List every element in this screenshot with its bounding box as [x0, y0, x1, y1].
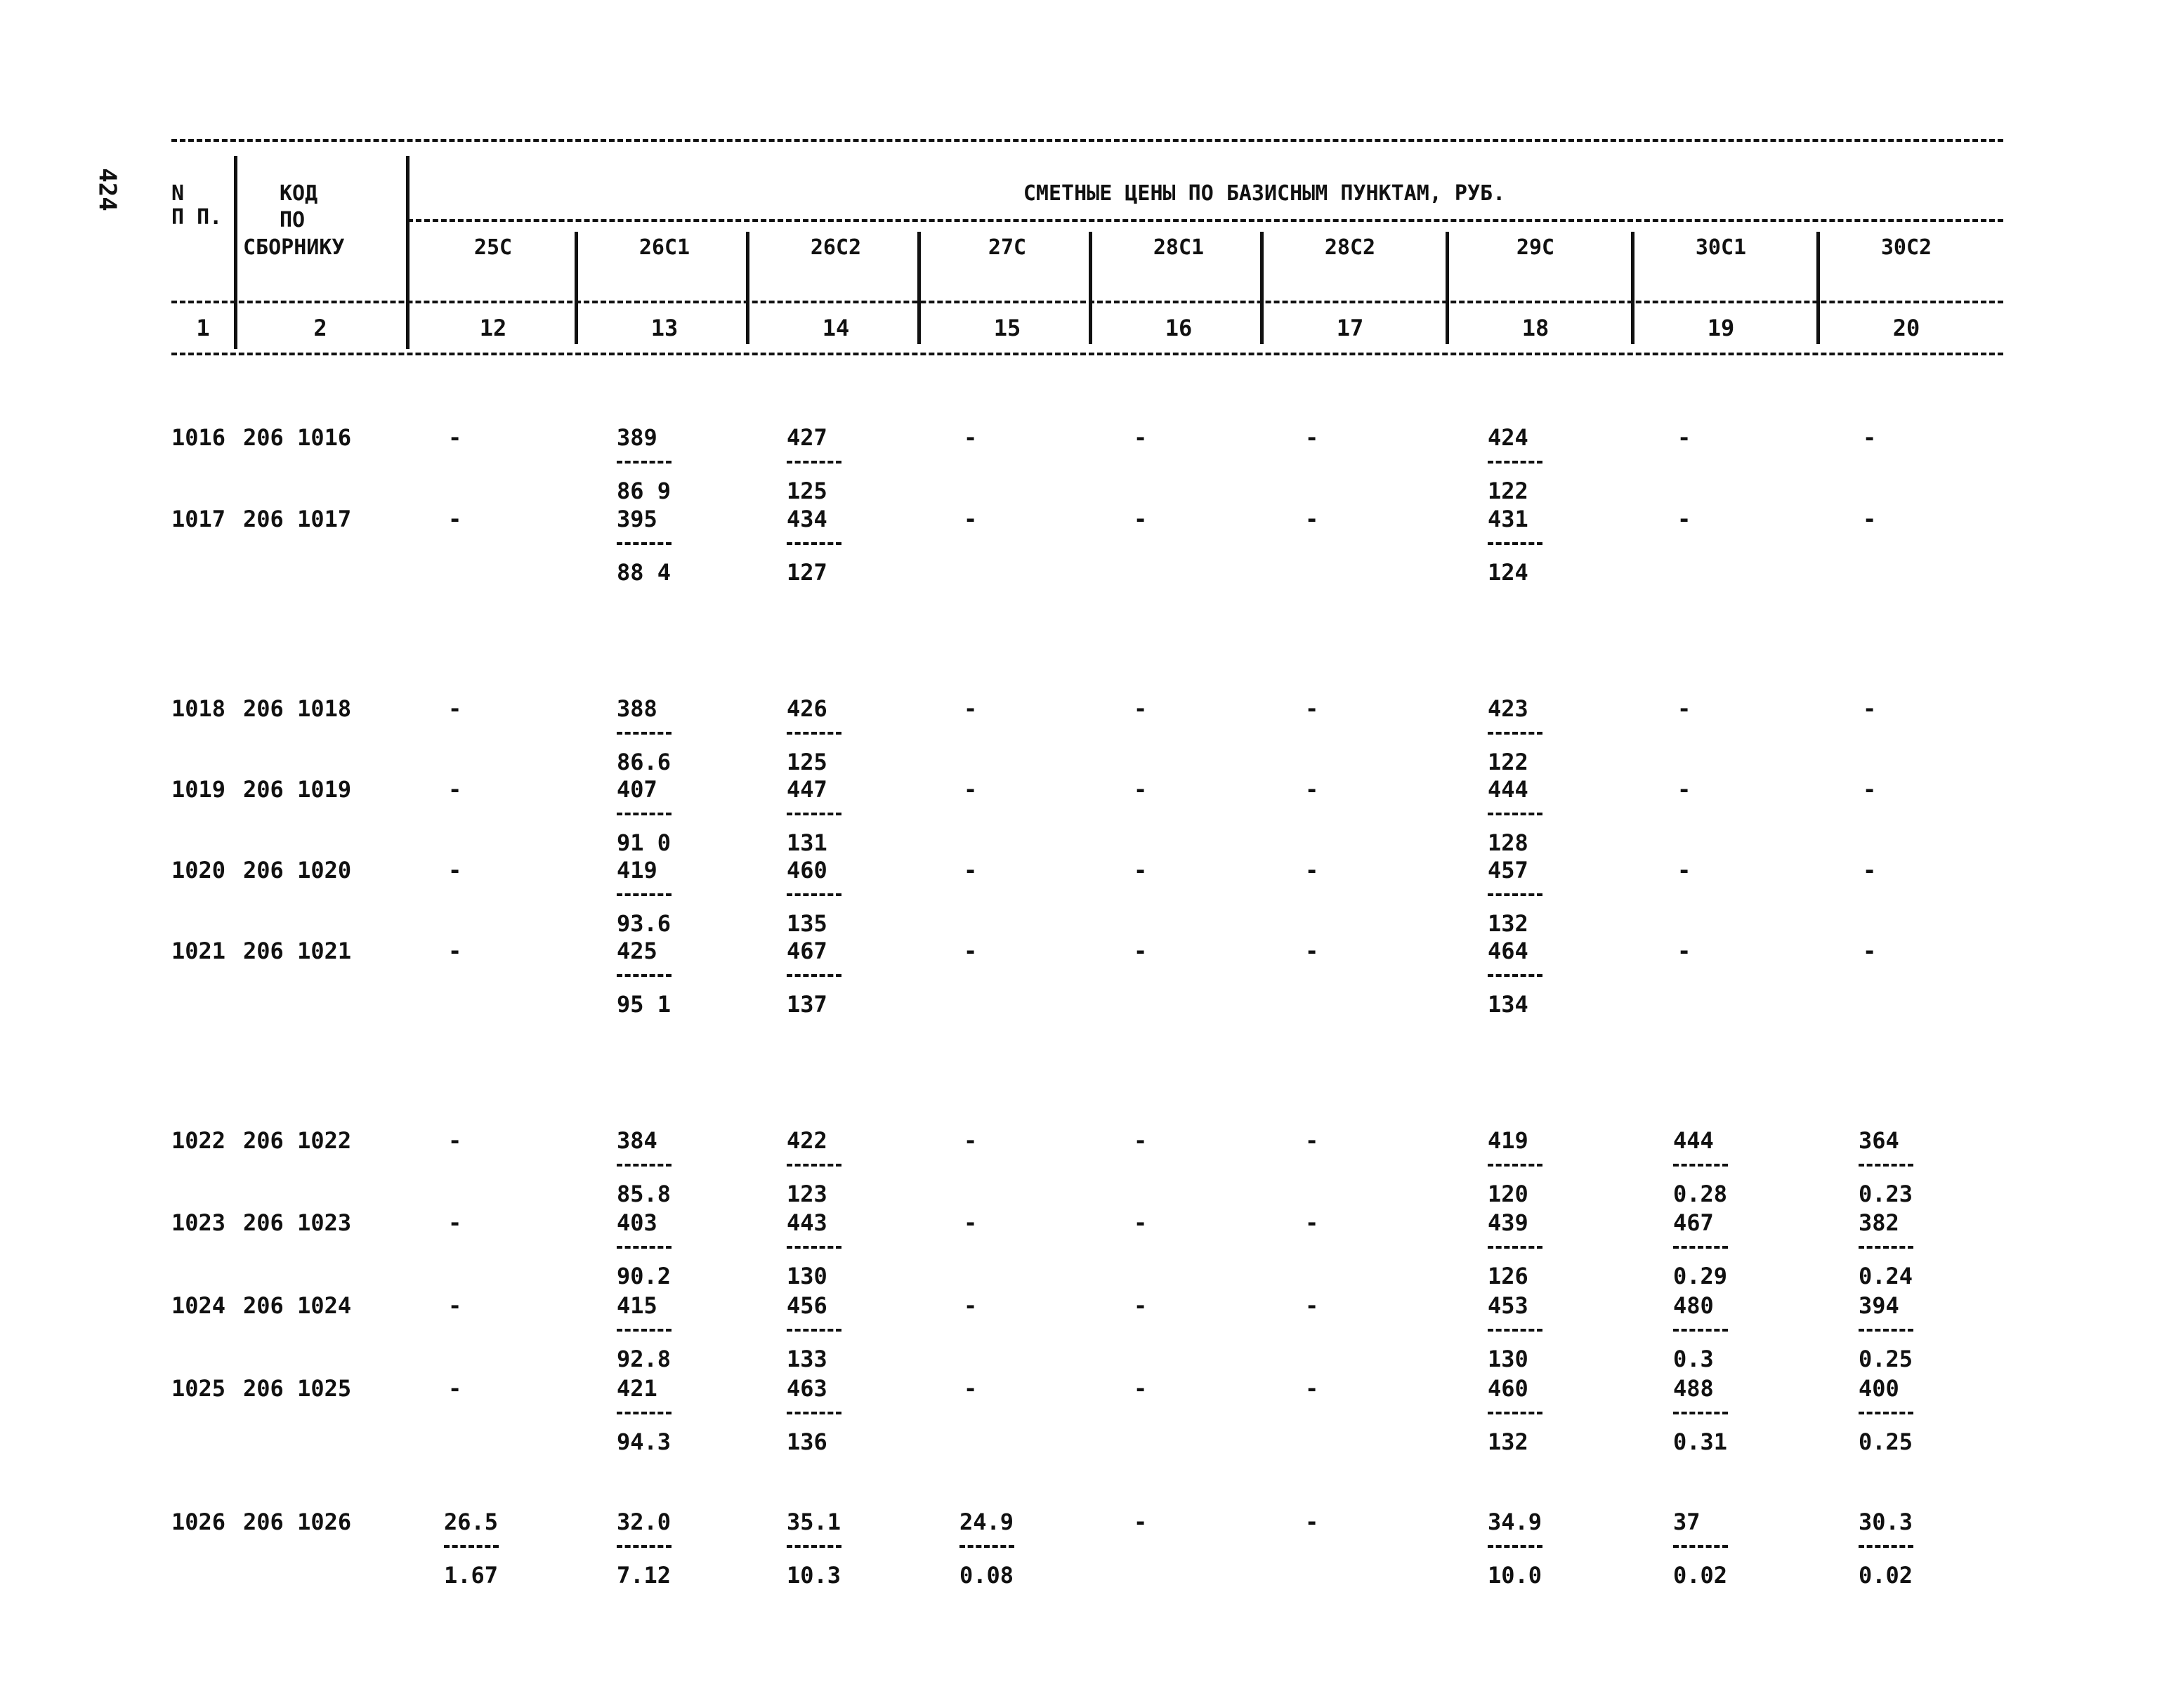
rule-bottom [171, 353, 2003, 355]
fraction-line [1488, 1164, 1542, 1167]
price-sub-value: 94.3 [617, 1428, 671, 1455]
empty-value: - [1134, 1509, 1148, 1535]
price-value: 422 [787, 1127, 827, 1154]
empty-value: - [1305, 776, 1319, 803]
price-value: 35.1 [787, 1509, 841, 1535]
column-number: 13 [650, 315, 679, 341]
fraction-line [787, 1545, 841, 1548]
price-value: 423 [1488, 695, 1528, 722]
fraction-line [617, 974, 671, 977]
empty-value: - [964, 1209, 978, 1236]
vline-col-6 [1446, 232, 1449, 344]
price-sub-value: 124 [1488, 559, 1528, 586]
price-value: 415 [617, 1292, 657, 1319]
row-number: 1017 [171, 506, 226, 532]
row-code: 206 1026 [243, 1509, 352, 1535]
row-number: 1021 [171, 938, 226, 964]
price-value: 467 [787, 938, 827, 964]
empty-value: - [448, 857, 462, 883]
price-sub-value: 88 4 [617, 559, 671, 586]
price-value: 389 [617, 424, 657, 451]
price-value: 447 [787, 776, 827, 803]
fraction-line [1488, 732, 1542, 735]
page-number: 424 [93, 168, 122, 211]
empty-value: - [1305, 695, 1319, 722]
price-sub-value: 0.24 [1859, 1263, 1913, 1289]
empty-value: - [1863, 424, 1877, 451]
empty-value: - [1863, 695, 1877, 722]
price-value: 32.0 [617, 1509, 671, 1535]
empty-value: - [1305, 1209, 1319, 1236]
header-group-title: СМЕТНЫЕ ЦЕНЫ ПО БАЗИСНЫМ ПУНКТАМ, РУБ. [1023, 181, 1506, 206]
column-number: 17 [1336, 315, 1364, 341]
empty-value: - [964, 506, 978, 532]
fraction-line [444, 1545, 499, 1548]
header-point: 26С2 [810, 235, 862, 260]
row-code: 206 1021 [243, 938, 352, 964]
price-value: 480 [1673, 1292, 1714, 1319]
price-value: 456 [787, 1292, 827, 1319]
header-point: 25С [473, 235, 513, 260]
fraction-line [787, 1164, 841, 1167]
empty-value: - [964, 857, 978, 883]
empty-value: - [1677, 506, 1691, 532]
fraction-line [1488, 1412, 1542, 1414]
fraction-line [1488, 813, 1542, 815]
fraction-line [959, 1545, 1014, 1548]
empty-value: - [1305, 938, 1319, 964]
fraction-line [1488, 974, 1542, 977]
price-value: 424 [1488, 424, 1528, 451]
price-value: 434 [787, 506, 827, 532]
fraction-line [787, 1329, 841, 1332]
column-number: 14 [822, 315, 850, 341]
price-sub-value: 90.2 [617, 1263, 671, 1289]
fraction-line [787, 813, 841, 815]
column-number: 1 [196, 315, 210, 341]
empty-value: - [1305, 506, 1319, 532]
fraction-line [1488, 542, 1542, 545]
price-sub-value: 0.25 [1859, 1428, 1913, 1455]
fraction-line [787, 542, 841, 545]
fraction-line [617, 732, 671, 735]
empty-value: - [1305, 857, 1319, 883]
price-value: 400 [1859, 1375, 1899, 1402]
vline-col-8 [1816, 232, 1820, 344]
price-sub-value: 93.6 [617, 910, 671, 937]
empty-value: - [964, 1127, 978, 1154]
row-code: 206 1024 [243, 1292, 352, 1319]
price-value: 382 [1859, 1209, 1899, 1236]
empty-value: - [1305, 1292, 1319, 1319]
empty-value: - [448, 424, 462, 451]
row-number: 1026 [171, 1509, 226, 1535]
empty-value: - [1677, 938, 1691, 964]
empty-value: - [1134, 1375, 1148, 1402]
price-sub-value: 0.31 [1673, 1428, 1728, 1455]
header-code-2: ПО [280, 208, 306, 232]
row-code: 206 1022 [243, 1127, 352, 1154]
price-sub-value: 86.6 [617, 749, 671, 775]
fraction-line [1859, 1412, 1913, 1414]
price-sub-value: 136 [787, 1428, 827, 1455]
header-point: 28С2 [1324, 235, 1376, 260]
row-number: 1024 [171, 1292, 226, 1319]
row-code: 206 1017 [243, 506, 352, 532]
header-point: 29С [1516, 235, 1555, 260]
rule-group [407, 219, 2003, 222]
column-number: 2 [313, 315, 327, 341]
price-value: 453 [1488, 1292, 1528, 1319]
price-value: 460 [1488, 1375, 1528, 1402]
price-value: 394 [1859, 1292, 1899, 1319]
fraction-line [1488, 1246, 1542, 1249]
price-sub-value: 130 [787, 1263, 827, 1289]
row-number: 1016 [171, 424, 226, 451]
price-sub-value: 122 [1488, 478, 1528, 504]
header-point: 30С2 [1880, 235, 1932, 260]
price-value: 427 [787, 424, 827, 451]
row-code: 206 1018 [243, 695, 352, 722]
price-sub-value: 0.23 [1859, 1181, 1913, 1207]
price-value: 431 [1488, 506, 1528, 532]
header-code-1: КОД [280, 181, 318, 206]
price-sub-value: 133 [787, 1346, 827, 1372]
price-sub-value: 123 [787, 1181, 827, 1207]
rule-sub [171, 301, 2003, 303]
price-value: 457 [1488, 857, 1528, 883]
price-value: 24.9 [959, 1509, 1014, 1535]
empty-value: - [1305, 1509, 1319, 1535]
price-sub-value: 137 [787, 991, 827, 1018]
empty-value: - [1863, 857, 1877, 883]
price-sub-value: 10.0 [1488, 1562, 1542, 1589]
empty-value: - [1134, 1209, 1148, 1236]
fraction-line [787, 1412, 841, 1414]
price-sub-value: 131 [787, 829, 827, 856]
row-number: 1022 [171, 1127, 226, 1154]
price-value: 460 [787, 857, 827, 883]
price-value: 463 [787, 1375, 827, 1402]
price-sub-value: 132 [1488, 910, 1528, 937]
empty-value: - [448, 1209, 462, 1236]
price-sub-value: 125 [787, 478, 827, 504]
price-value: 419 [617, 857, 657, 883]
fraction-line [617, 1545, 671, 1548]
empty-value: - [1677, 695, 1691, 722]
header-code-3: СБОРНИКУ [243, 235, 345, 260]
empty-value: - [448, 506, 462, 532]
price-sub-value: 126 [1488, 1263, 1528, 1289]
empty-value: - [964, 695, 978, 722]
fraction-line [1859, 1164, 1913, 1167]
price-sub-value: 85.8 [617, 1181, 671, 1207]
price-sub-value: 0.3 [1673, 1346, 1714, 1372]
empty-value: - [1134, 857, 1148, 883]
empty-value: - [1677, 424, 1691, 451]
fraction-line [787, 974, 841, 977]
price-value: 419 [1488, 1127, 1528, 1154]
price-sub-value: 0.25 [1859, 1346, 1913, 1372]
price-value: 26.5 [444, 1509, 499, 1535]
row-number: 1019 [171, 776, 226, 803]
empty-value: - [448, 1292, 462, 1319]
price-sub-value: 10.3 [787, 1562, 841, 1589]
empty-value: - [964, 424, 978, 451]
price-value: 467 [1673, 1209, 1714, 1236]
empty-value: - [1134, 424, 1148, 451]
empty-value: - [1134, 1127, 1148, 1154]
empty-value: - [1863, 938, 1877, 964]
row-code: 206 1019 [243, 776, 352, 803]
fraction-line [1859, 1246, 1913, 1249]
fraction-line [1673, 1545, 1728, 1548]
column-number: 12 [479, 315, 507, 341]
fraction-line [1859, 1329, 1913, 1332]
price-sub-value: 120 [1488, 1181, 1528, 1207]
price-value: 421 [617, 1375, 657, 1402]
price-value: 488 [1673, 1375, 1714, 1402]
price-value: 364 [1859, 1127, 1899, 1154]
header-point: 26С1 [638, 235, 690, 260]
price-value: 395 [617, 506, 657, 532]
price-value: 37 [1673, 1509, 1701, 1535]
price-sub-value: 0.02 [1859, 1562, 1913, 1589]
price-value: 30.3 [1859, 1509, 1913, 1535]
empty-value: - [1134, 695, 1148, 722]
column-number: 15 [993, 315, 1021, 341]
header-n-1: N [171, 181, 185, 206]
price-value: 439 [1488, 1209, 1528, 1236]
empty-value: - [1134, 776, 1148, 803]
price-sub-value: 125 [787, 749, 827, 775]
rule-top [171, 139, 2003, 142]
empty-value: - [1305, 424, 1319, 451]
fraction-line [1488, 1545, 1542, 1548]
price-value: 407 [617, 776, 657, 803]
row-number: 1020 [171, 857, 226, 883]
empty-value: - [964, 776, 978, 803]
row-code: 206 1025 [243, 1375, 352, 1402]
price-sub-value: 1.67 [444, 1562, 499, 1589]
column-number: 16 [1165, 315, 1193, 341]
price-sub-value: 0.02 [1673, 1562, 1728, 1589]
fraction-line [617, 1412, 671, 1414]
header-point: 28С1 [1153, 235, 1205, 260]
empty-value: - [448, 776, 462, 803]
empty-value: - [1134, 506, 1148, 532]
row-code: 206 1016 [243, 424, 352, 451]
column-number: 19 [1707, 315, 1735, 341]
fraction-line [1673, 1246, 1728, 1249]
empty-value: - [1677, 776, 1691, 803]
price-sub-value: 92.8 [617, 1346, 671, 1372]
empty-value: - [448, 938, 462, 964]
fraction-line [617, 461, 671, 464]
price-value: 425 [617, 938, 657, 964]
price-sub-value: 86 9 [617, 478, 671, 504]
price-value: 426 [787, 695, 827, 722]
price-sub-value: 134 [1488, 991, 1528, 1018]
fraction-line [1673, 1412, 1728, 1414]
empty-value: - [964, 1375, 978, 1402]
fraction-line [1488, 893, 1542, 896]
price-sub-value: 7.12 [617, 1562, 671, 1589]
empty-value: - [964, 938, 978, 964]
header-point: 30С1 [1695, 235, 1747, 260]
price-value: 444 [1488, 776, 1528, 803]
empty-value: - [1305, 1375, 1319, 1402]
fraction-line [787, 1246, 841, 1249]
row-number: 1025 [171, 1375, 226, 1402]
fraction-line [617, 542, 671, 545]
fraction-line [1488, 1329, 1542, 1332]
fraction-line [617, 813, 671, 815]
empty-value: - [448, 1127, 462, 1154]
price-value: 444 [1673, 1127, 1714, 1154]
price-sub-value: 130 [1488, 1346, 1528, 1372]
price-sub-value: 132 [1488, 1428, 1528, 1455]
price-sub-value: 0.28 [1673, 1181, 1728, 1207]
fraction-line [1859, 1545, 1913, 1548]
column-number: 20 [1892, 315, 1920, 341]
price-sub-value: 0.08 [959, 1562, 1014, 1589]
fraction-line [617, 1329, 671, 1332]
fraction-line [787, 732, 841, 735]
price-sub-value: 135 [787, 910, 827, 937]
price-value: 34.9 [1488, 1509, 1542, 1535]
empty-value: - [1677, 857, 1691, 883]
row-number: 1018 [171, 695, 226, 722]
empty-value: - [1134, 938, 1148, 964]
fraction-line [617, 893, 671, 896]
column-number: 18 [1521, 315, 1550, 341]
fraction-line [787, 893, 841, 896]
price-sub-value: 122 [1488, 749, 1528, 775]
fraction-line [1488, 461, 1542, 464]
empty-value: - [964, 1292, 978, 1319]
vline-col-7 [1631, 232, 1634, 344]
row-number: 1023 [171, 1209, 226, 1236]
price-value: 384 [617, 1127, 657, 1154]
fraction-line [787, 461, 841, 464]
price-value: 464 [1488, 938, 1528, 964]
price-sub-value: 127 [787, 559, 827, 586]
fraction-line [617, 1164, 671, 1167]
price-sub-value: 95 1 [617, 991, 671, 1018]
price-value: 403 [617, 1209, 657, 1236]
price-sub-value: 91 0 [617, 829, 671, 856]
fraction-line [1673, 1329, 1728, 1332]
price-value: 443 [787, 1209, 827, 1236]
empty-value: - [1134, 1292, 1148, 1319]
fraction-line [1673, 1164, 1728, 1167]
empty-value: - [448, 1375, 462, 1402]
header-n-2: П П. [171, 205, 223, 230]
empty-value: - [1863, 506, 1877, 532]
price-sub-value: 0.29 [1673, 1263, 1728, 1289]
row-code: 206 1020 [243, 857, 352, 883]
empty-value: - [1305, 1127, 1319, 1154]
header-point: 27С [988, 235, 1027, 260]
price-sub-value: 128 [1488, 829, 1528, 856]
fraction-line [617, 1246, 671, 1249]
price-value: 388 [617, 695, 657, 722]
row-code: 206 1023 [243, 1209, 352, 1236]
empty-value: - [448, 695, 462, 722]
empty-value: - [1863, 776, 1877, 803]
